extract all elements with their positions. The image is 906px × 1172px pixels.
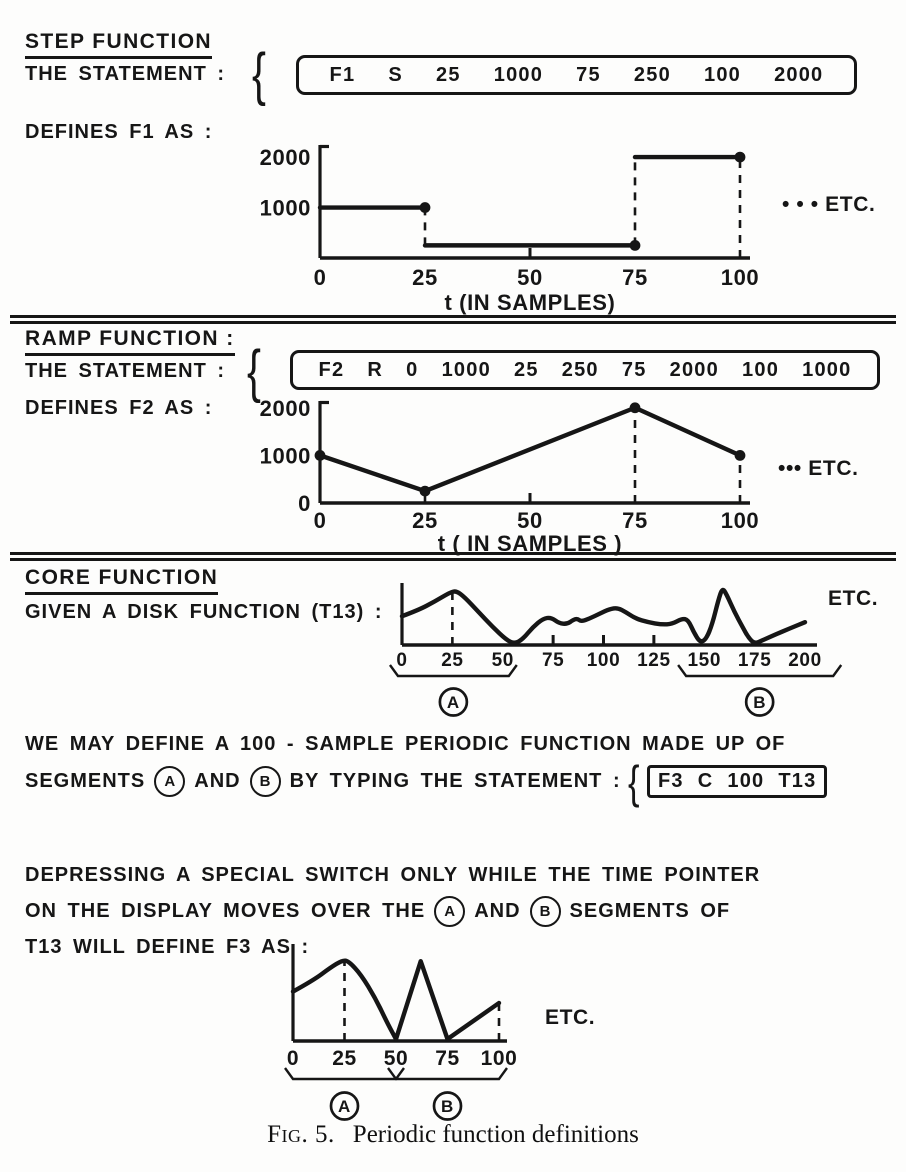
data-dot: [315, 450, 326, 461]
periodic-text-and-word: AND: [194, 770, 241, 792]
statement-token: 100: [704, 63, 741, 86]
segment-letter: A: [338, 1097, 351, 1116]
curve: [402, 590, 805, 643]
statement-token: F2: [318, 358, 345, 381]
ramp-statement-box: [290, 350, 880, 390]
statement-token: 2000: [774, 63, 824, 86]
etc-label: ••• ETC.: [778, 457, 859, 480]
curve: [396, 961, 499, 1039]
x-tick-label: 0: [396, 650, 408, 671]
statement-token: R: [367, 358, 384, 381]
statement-token: 250: [633, 63, 671, 86]
x-tick-label: 25: [412, 265, 438, 290]
switch-text-line2-post: SEGMENTS OF: [569, 900, 731, 922]
segment-b-badge-2: B: [530, 896, 561, 927]
etc-label: ETC.: [828, 587, 879, 610]
ramp-statement-label: THE STATEMENT :: [25, 360, 226, 382]
statement-token: 1000: [493, 63, 544, 86]
data-dot: [420, 486, 431, 497]
ramp-function-chart: [130, 393, 896, 556]
y-tick-label: 2000: [259, 145, 311, 171]
y-tick-label: 1000: [259, 443, 311, 469]
x-tick-label: 75: [435, 1047, 460, 1070]
data-dot: [735, 450, 746, 461]
data-dot: [630, 402, 641, 413]
x-tick-label: 50: [383, 1047, 409, 1070]
statement-token: 25: [514, 358, 539, 381]
periodic-text-segments-word: SEGMENTS: [25, 770, 146, 792]
curve: [320, 408, 740, 491]
statement-token: 1000: [441, 358, 491, 381]
x-tick-label: 100: [480, 1047, 518, 1070]
step-statement-brace: {: [252, 42, 266, 107]
x-tick-label: 125: [637, 650, 671, 671]
caption-text: Periodic function definitions: [352, 1121, 639, 1148]
x-tick-label: 100: [720, 508, 760, 533]
x-tick-label: 50: [517, 508, 543, 533]
statement-token: 75: [576, 63, 601, 86]
statement-token: 75: [621, 358, 647, 381]
defines-f1-label: DEFINES F1 AS :: [25, 121, 213, 143]
segment-letter: A: [446, 693, 460, 712]
ramp-section-title: RAMP FUNCTION :: [25, 327, 235, 356]
section-divider-2: [10, 552, 896, 561]
step-function-chart: [130, 133, 896, 315]
statement-token: F1: [329, 63, 356, 86]
switch-text-and-word: AND: [474, 900, 521, 922]
segment-b-badge: B: [250, 766, 281, 797]
statement-token: 100: [742, 358, 780, 381]
x-tick-label: 75: [541, 650, 565, 671]
x-tick-label: 0: [313, 508, 327, 533]
curve: [293, 961, 396, 1039]
disk-function-t13-chart: [390, 573, 906, 721]
ramp-statement-brace: {: [247, 339, 261, 404]
figure-number: Fig. 5.: [267, 1121, 335, 1148]
x-tick-label: 50: [517, 265, 543, 290]
switch-text-line3: T13 WILL DEFINE F3 AS :: [25, 936, 310, 958]
section-divider: [10, 315, 896, 324]
x-tick-label: 0: [313, 265, 327, 290]
periodic-text-statement-words: BY TYPING THE STATEMENT :: [289, 770, 621, 792]
statement-token: F3: [657, 770, 684, 792]
switch-text-line2-pre: ON THE DISPLAY MOVES OVER THE: [25, 900, 426, 922]
f3-function-chart: [240, 936, 670, 1132]
statement-token: S: [388, 63, 403, 86]
segment-a-badge: A: [154, 766, 185, 797]
switch-text-line2: [25, 896, 760, 927]
x-tick-label: 75: [622, 508, 648, 533]
f3-statement-box: [647, 765, 827, 798]
segment-letter: B: [753, 693, 767, 712]
given-disk-function-label: GIVEN A DISK FUNCTION (T13) :: [25, 601, 383, 623]
statement-token: 100: [727, 770, 765, 792]
periodic-text-line2: SEGMENTS A AND B BY TYPING THE STATEMENT : { F3 C 100 T13: [25, 765, 827, 798]
segment-a-badge-2: A: [434, 896, 465, 927]
step-section-title: STEP FUNCTION: [25, 30, 212, 59]
data-dot: [735, 152, 746, 163]
x-tick-label: 200: [788, 650, 822, 671]
y-tick-label: 0: [298, 491, 311, 516]
x-axis-title: t ( IN SAMPLES ): [437, 531, 623, 556]
x-tick-label: 0: [286, 1047, 300, 1070]
statement-token: 0: [406, 358, 419, 381]
x-tick-label: 100: [720, 265, 760, 290]
y-tick-label: 2000: [259, 395, 311, 421]
statement-token: 1000: [802, 358, 852, 381]
x-tick-label: 25: [412, 508, 438, 533]
x-tick-label: 175: [737, 650, 772, 671]
statement-token: C: [697, 770, 714, 792]
statement-token: 25: [436, 63, 461, 86]
defines-f2-label: DEFINES F2 AS :: [25, 397, 213, 419]
x-tick-label: 25: [332, 1047, 357, 1070]
x-tick-label: 150: [687, 650, 722, 671]
periodic-text-line1: WE MAY DEFINE A 100 - SAMPLE PERIODIC FUNCTION MADE UP OF: [25, 733, 786, 755]
statement-token: 250: [561, 358, 599, 381]
data-dot: [420, 202, 431, 213]
etc-label: ETC.: [545, 1006, 596, 1029]
x-tick-label: 75: [622, 265, 648, 290]
segment-letter: B: [441, 1097, 454, 1116]
data-dot: [630, 240, 641, 251]
etc-label: • • • ETC.: [782, 193, 876, 216]
x-tick-label: 25: [441, 650, 464, 671]
statement-token: 2000: [669, 358, 719, 381]
figure-caption: [0, 1121, 906, 1149]
x-axis-title: t (IN SAMPLES): [444, 290, 616, 315]
x-tick-label: 50: [491, 650, 514, 671]
statement-token: T13: [778, 770, 817, 792]
switch-text-line1: DEPRESSING A SPECIAL SWITCH ONLY WHILE THE TIME POINTER: [25, 864, 761, 886]
y-tick-label: 1000: [259, 195, 311, 221]
x-tick-label: 100: [586, 650, 621, 671]
step-statement-box: [296, 55, 857, 95]
step-statement-label: THE STATEMENT :: [25, 63, 226, 85]
core-section-title: CORE FUNCTION: [25, 566, 218, 595]
periodic-definition-text: [25, 733, 827, 807]
